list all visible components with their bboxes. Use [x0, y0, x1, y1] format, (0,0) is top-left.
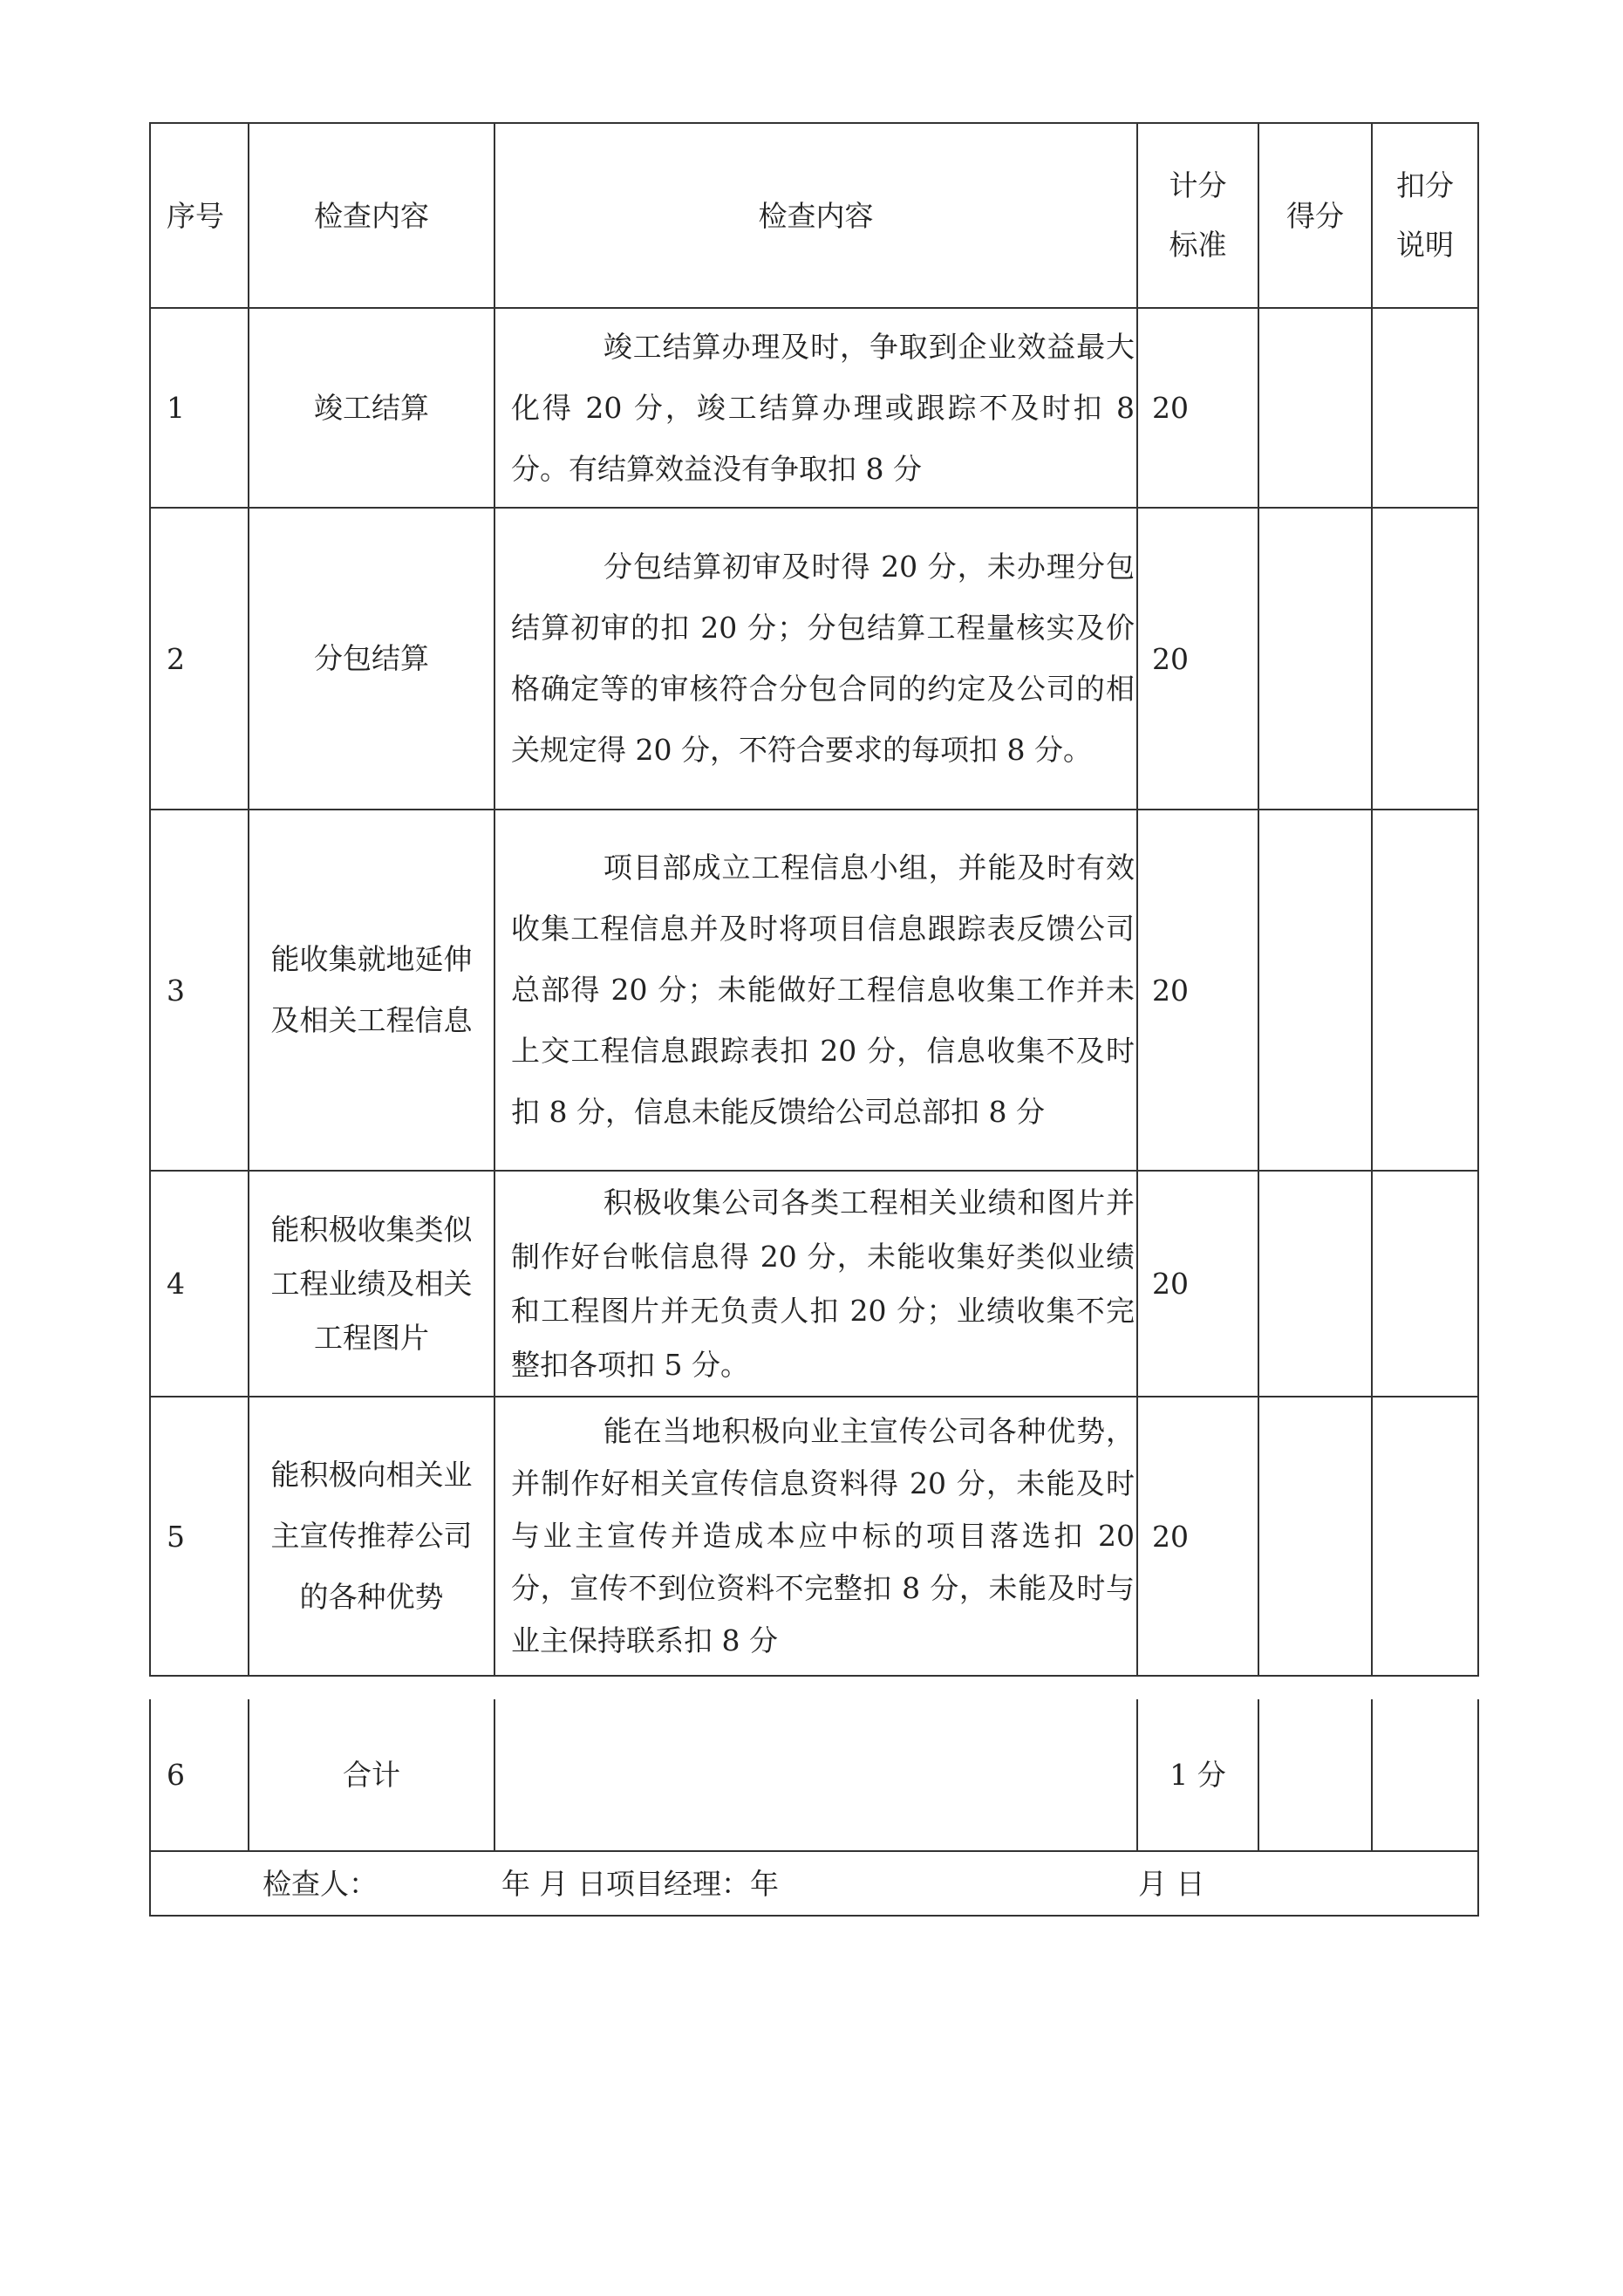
table-row: [150, 810, 1478, 1171]
row-seq: 1: [150, 308, 249, 508]
row-note: [1372, 1171, 1478, 1397]
row-item: 竣工结算: [249, 308, 494, 508]
row-content-text: 竣工结算办理及时，争取到企业效益最大化得 20 分，竣工结算办理或跟踪不及时扣 8 分。有结算效益没有争取扣 8 分: [511, 329, 1135, 486]
inspector-label: 检查人：: [263, 1866, 378, 1901]
inspection-table: [149, 122, 1479, 1677]
header-note-line1: 扣分: [1396, 168, 1454, 202]
row-item: 能积极收集类似工程业绩及相关工程图片: [249, 1171, 494, 1397]
row-seq: 3: [150, 810, 249, 1171]
row-content-text: 积极收集公司各类工程相关业绩和图片并制作好台帐信息得 20 分，未能收集好类似业绩和工程图片并无负责人扣 20 分；业绩收集不完整扣各项扣 5 分。: [511, 1185, 1135, 1382]
total-standard: 1 分: [1137, 1699, 1258, 1851]
row-score: [1258, 810, 1372, 1171]
row-note: [1372, 308, 1478, 508]
table-row: [150, 1397, 1478, 1676]
table-row: [150, 308, 1478, 508]
row-item: 分包结算: [249, 508, 494, 810]
signature-cell: [150, 1851, 1478, 1916]
row-score: [1258, 1397, 1372, 1676]
row-content-text: 项目部成立工程信息小组，并能及时有效收集工程信息并及时将项目信息跟踪表反馈公司总部得 20 分；未能做好工程信息收集工作并未上交工程信息跟踪表扣 20 分，信息收集不及时扣 8 分，信息未能反馈给公司总部扣 8 分: [511, 851, 1135, 1129]
row-standard: 20: [1137, 508, 1258, 810]
row-standard: 20: [1137, 308, 1258, 508]
total-score: [1258, 1699, 1372, 1851]
row-note: [1372, 1397, 1478, 1676]
signature-row: [150, 1851, 1478, 1916]
row-item: 能收集就地延伸及相关工程信息: [249, 810, 494, 1171]
row-content: [494, 1171, 1137, 1397]
header-standard-line1: 计分: [1169, 168, 1227, 202]
manager-date-md: 月 日: [1137, 1866, 1205, 1901]
row-score: [1258, 508, 1372, 810]
header-note-line2: 说明: [1396, 228, 1454, 262]
row-note: [1372, 508, 1478, 810]
manager-date-year: 年: [749, 1866, 779, 1901]
header-standard-line2: 标准: [1169, 228, 1227, 262]
header-score: 得分: [1258, 123, 1372, 308]
manager-label: 项目经理：: [605, 1866, 750, 1901]
row-standard: 20: [1137, 1171, 1258, 1397]
row-content: [494, 1397, 1137, 1676]
table-header-row: [150, 123, 1478, 308]
total-label: 合计: [249, 1699, 494, 1851]
table-row: [150, 508, 1478, 810]
row-content: [494, 810, 1137, 1171]
header-content: 检查内容: [494, 123, 1137, 308]
total-table: [149, 1699, 1479, 1917]
row-score: [1258, 308, 1372, 508]
inspector-date: 年 月 日: [501, 1866, 606, 1901]
row-standard: 20: [1137, 1397, 1258, 1676]
total-note: [1372, 1699, 1478, 1851]
total-row: [150, 1699, 1478, 1851]
row-content: [494, 308, 1137, 508]
header-seq: 序号: [150, 123, 249, 308]
table-row: [150, 1171, 1478, 1397]
row-item: 能积极向相关业主宣传推荐公司的各种优势: [249, 1397, 494, 1676]
header-note: [1372, 123, 1478, 308]
row-content-text: 分包结算初审及时得 20 分，未办理分包结算初审的扣 20 分；分包结算工程量核实及价格确定等的审核符合分包合同的约定及公司的相关规定得 20 分，不符合要求的每项扣 8 分。: [511, 550, 1135, 767]
row-standard: 20: [1137, 810, 1258, 1171]
row-seq: 4: [150, 1171, 249, 1397]
header-item: 检查内容: [249, 123, 494, 308]
total-content: [494, 1699, 1137, 1851]
row-note: [1372, 810, 1478, 1171]
row-score: [1258, 1171, 1372, 1397]
row-seq: 2: [150, 508, 249, 810]
row-seq: 5: [150, 1397, 249, 1676]
row-content-text: 能在当地积极向业主宣传公司各种优势，并制作好相关宣传信息资料得 20 分，未能及时与业主宣传并造成本应中标的项目落选扣 20 分，宣传不到位资料不完整扣 8 分，未能及时与业主保持联系扣 8 分: [511, 1414, 1135, 1657]
row-content: [494, 508, 1137, 810]
header-standard: [1137, 123, 1258, 308]
total-seq: 6: [150, 1699, 249, 1851]
